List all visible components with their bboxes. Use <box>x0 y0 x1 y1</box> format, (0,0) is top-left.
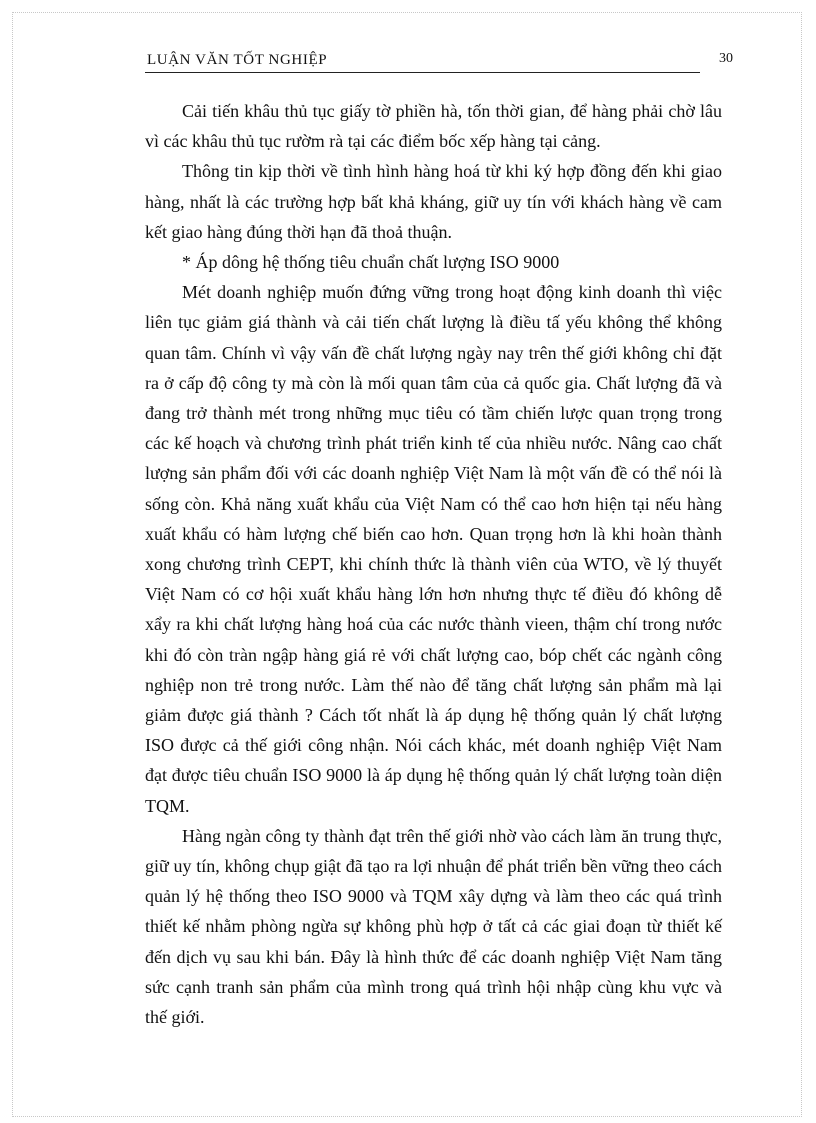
paragraph: Hàng ngàn công ty thành đạt trên thế giới nhờ vào cách làm ăn trung thực, giữ uy tín, không chụp giật đã tạo ra lợi nhuận để phát triển bền vững theo cách quản lý hệ thống theo ISO 9000 và TQM xây dựng và làm theo các quá trình thiết kế nhằm phòng ngừa sự không phù hợp ở tất cả các giai đoạn từ thiết kế đến dịch vụ sau khi bán. Đây là hình thức để các doanh nghiệp Việt Nam tăng sức cạnh tranh sản phẩm của mình trong quá trình hội nhập cùng khu vực và thế giới. <box>145 825 722 1028</box>
paragraph: Mét doanh nghiệp muốn đứng vững trong hoạt động kinh doanh thì việc liên tục giảm giá thành và cải tiến chất lượng là điều tấ yếu không thể không quan tâm. Chính vì vậy vấn đề chất lượng ngày nay trên thế giới không chỉ đặt ra ở cấp độ công ty mà còn là mối quan tâm của cả quốc gia. Chất lượng đã và đang trở thành mét trong những mục tiêu có tầm chiến lược quan trọng trong các kế hoạch và chương trình phát triển kinh tế của nhiều nước. Nâng cao chất lượng sản phẩm đối với các doanh nghiệp Việt Nam là một vấn đề có thể nói là sống còn. Khả năng xuất khẩu của Việt Nam có thể cao hơn hiện tại nếu hàng xuất khẩu có hàm lượng chế biến cao hơn. Quan trọng hơn là khi hoàn thành xong chương trình CEPT, khi chính thức là thành viên của WTO, về lý thuyết Việt Nam có cơ hội xuất khẩu hàng lớn hơn nhưng thực tế điều đó không dễ xẩy ra khi chất lượng hàng hoá của các nước thành vieen, thậm chí trong nước khi đó còn tràn ngập hàng giá rẻ với chất lượng cao, bóp chết các ngành công nghiệp non trẻ trong nước. Làm thế nào để tăng chất lượng sản phẩm mà lại giảm được giá thành ? Cách tốt nhất là áp dụng hệ thống quản lý chất lượng ISO được cả thế giới công nhận. Nói cách khác, mét doanh nghiệp Việt Nam đạt được tiêu chuẩn ISO 9000 là áp dụng hệ thống quản lý chất lượng toàn diện TQM. <box>145 282 722 816</box>
document-body <box>145 96 722 1032</box>
section-heading: * Áp dông hệ thống tiêu chuẩn chất lượng ISO 9000 <box>182 252 560 273</box>
paragraph: Cải tiến khâu thủ tục giấy tờ phiền hà, tốn thời gian, để hàng phải chờ lâu vì các khâu thủ tục rườm rà tại các điểm bốc xếp hàng tại cảng. <box>145 101 722 152</box>
paragraph: Thông tin kịp thời về tình hình hàng hoá từ khi ký hợp đồng đến khi giao hàng, nhất là các trường hợp bất khả kháng, giữ uy tín với khách hàng về cam kết giao hàng đúng thời hạn đã thoả thuận. <box>145 161 722 242</box>
page-number: 30 <box>719 51 733 66</box>
header-title: LUẬN VĂN TỐT NGHIỆP <box>147 52 328 68</box>
page-header <box>145 52 700 73</box>
